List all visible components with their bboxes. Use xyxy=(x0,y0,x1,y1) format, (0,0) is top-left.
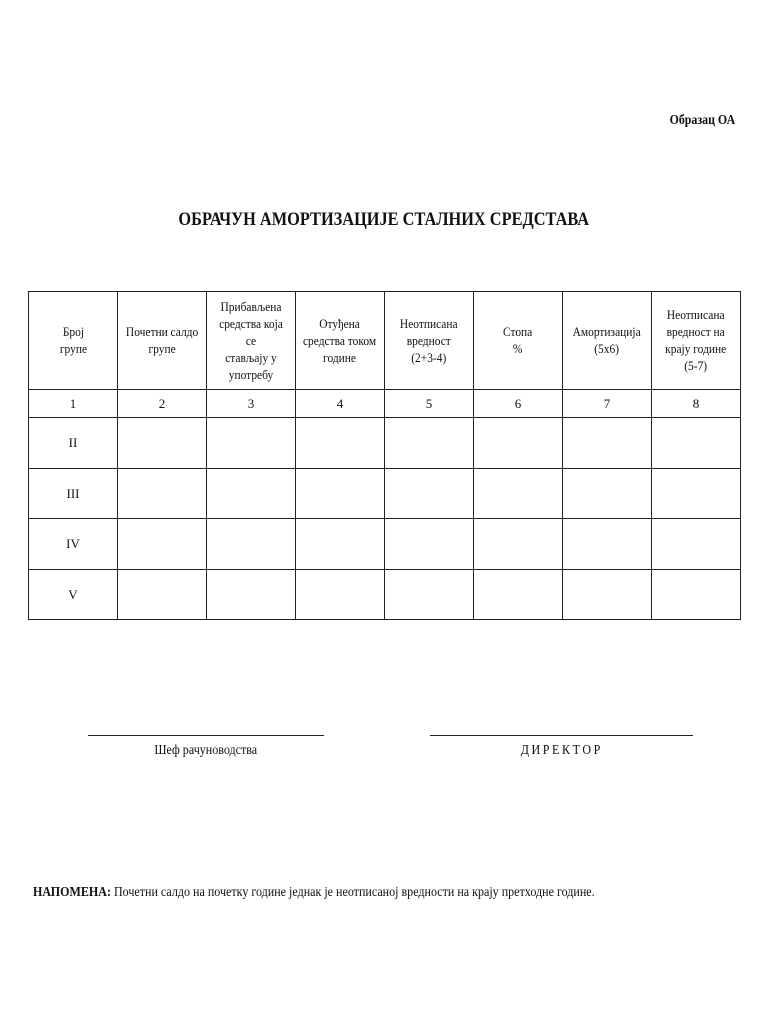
data-cell[interactable] xyxy=(652,468,741,518)
data-cell[interactable] xyxy=(207,519,296,569)
data-cell[interactable] xyxy=(207,418,296,468)
data-cell[interactable] xyxy=(296,418,385,468)
signature-line-director[interactable] xyxy=(430,735,693,736)
data-cell[interactable] xyxy=(563,519,652,569)
column-number: 8 xyxy=(652,389,741,417)
data-cell[interactable] xyxy=(296,468,385,518)
data-cell[interactable] xyxy=(652,418,741,468)
data-cell[interactable] xyxy=(296,569,385,620)
header-cell-disposed-assets: Отуђена средства током године xyxy=(296,292,385,390)
column-number: 5 xyxy=(385,389,474,417)
data-cell[interactable] xyxy=(118,468,207,518)
data-cell[interactable] xyxy=(563,418,652,468)
data-cell[interactable] xyxy=(118,418,207,468)
data-cell[interactable] xyxy=(474,519,563,569)
column-number: 3 xyxy=(207,389,296,417)
signature-line-accountant[interactable] xyxy=(88,735,324,736)
header-cell-group-number: Број групе xyxy=(29,292,118,390)
header-cell-opening-balance: Почетни салдо групе xyxy=(118,292,207,390)
table-row xyxy=(29,569,741,620)
column-number: 6 xyxy=(474,389,563,417)
page-title-text: ОБРАЧУН АМОРТИЗАЦИЈЕ СТАЛНИХ СРЕДСТАВА xyxy=(178,209,590,230)
footnote-text: Почетни салдо на почетку године једнак је неотписаној вредности на крају претходне године. xyxy=(110,885,595,900)
data-cell[interactable] xyxy=(207,569,296,620)
header-row xyxy=(29,292,741,390)
signature-label-accountant-text: Шеф рачуноводства xyxy=(154,743,258,758)
signature-label-accountant xyxy=(88,743,324,759)
column-number: 2 xyxy=(118,389,207,417)
group-number-cell: II xyxy=(29,418,118,468)
header-cell-acquired-assets: Прибављена средства која се стављају у употребу xyxy=(207,292,296,390)
header-cell-rate: Стопа % xyxy=(474,292,563,390)
column-number: 1 xyxy=(29,389,118,417)
footnote xyxy=(33,885,595,901)
data-cell[interactable] xyxy=(563,468,652,518)
data-cell[interactable] xyxy=(385,519,474,569)
column-number: 7 xyxy=(563,389,652,417)
data-cell[interactable] xyxy=(118,569,207,620)
data-cell[interactable] xyxy=(207,468,296,518)
header-cell-amortization: Амортизација (5х6) xyxy=(563,292,652,390)
form-label: Образац ОА xyxy=(669,113,735,128)
data-cell[interactable] xyxy=(652,569,741,620)
data-cell[interactable] xyxy=(385,468,474,518)
data-cell[interactable] xyxy=(474,418,563,468)
header-cell-unamortized-value: Неотписана вредност (2+3-4) xyxy=(385,292,474,390)
page-title xyxy=(0,209,768,231)
footnote-label: НАПОМЕНА: xyxy=(33,885,111,900)
data-cell[interactable] xyxy=(652,519,741,569)
column-number-row xyxy=(29,389,741,417)
column-number: 4 xyxy=(296,389,385,417)
table-row xyxy=(29,519,741,569)
data-cell[interactable] xyxy=(118,519,207,569)
group-number-cell: V xyxy=(29,569,118,620)
data-cell[interactable] xyxy=(563,569,652,620)
signature-label-director-text: ДИРЕКТОР xyxy=(520,743,603,758)
data-cell[interactable] xyxy=(474,569,563,620)
data-cell[interactable] xyxy=(385,418,474,468)
table-row xyxy=(29,418,741,468)
group-number-cell: III xyxy=(29,468,118,518)
data-cell[interactable] xyxy=(296,519,385,569)
signature-label-director xyxy=(430,743,693,759)
data-cell[interactable] xyxy=(474,468,563,518)
group-number-cell: IV xyxy=(29,519,118,569)
header-cell-year-end-value: Неотписана вредност на крају године (5-7) xyxy=(652,292,741,390)
table-row xyxy=(29,468,741,518)
data-cell[interactable] xyxy=(385,569,474,620)
amortization-table xyxy=(28,291,741,620)
